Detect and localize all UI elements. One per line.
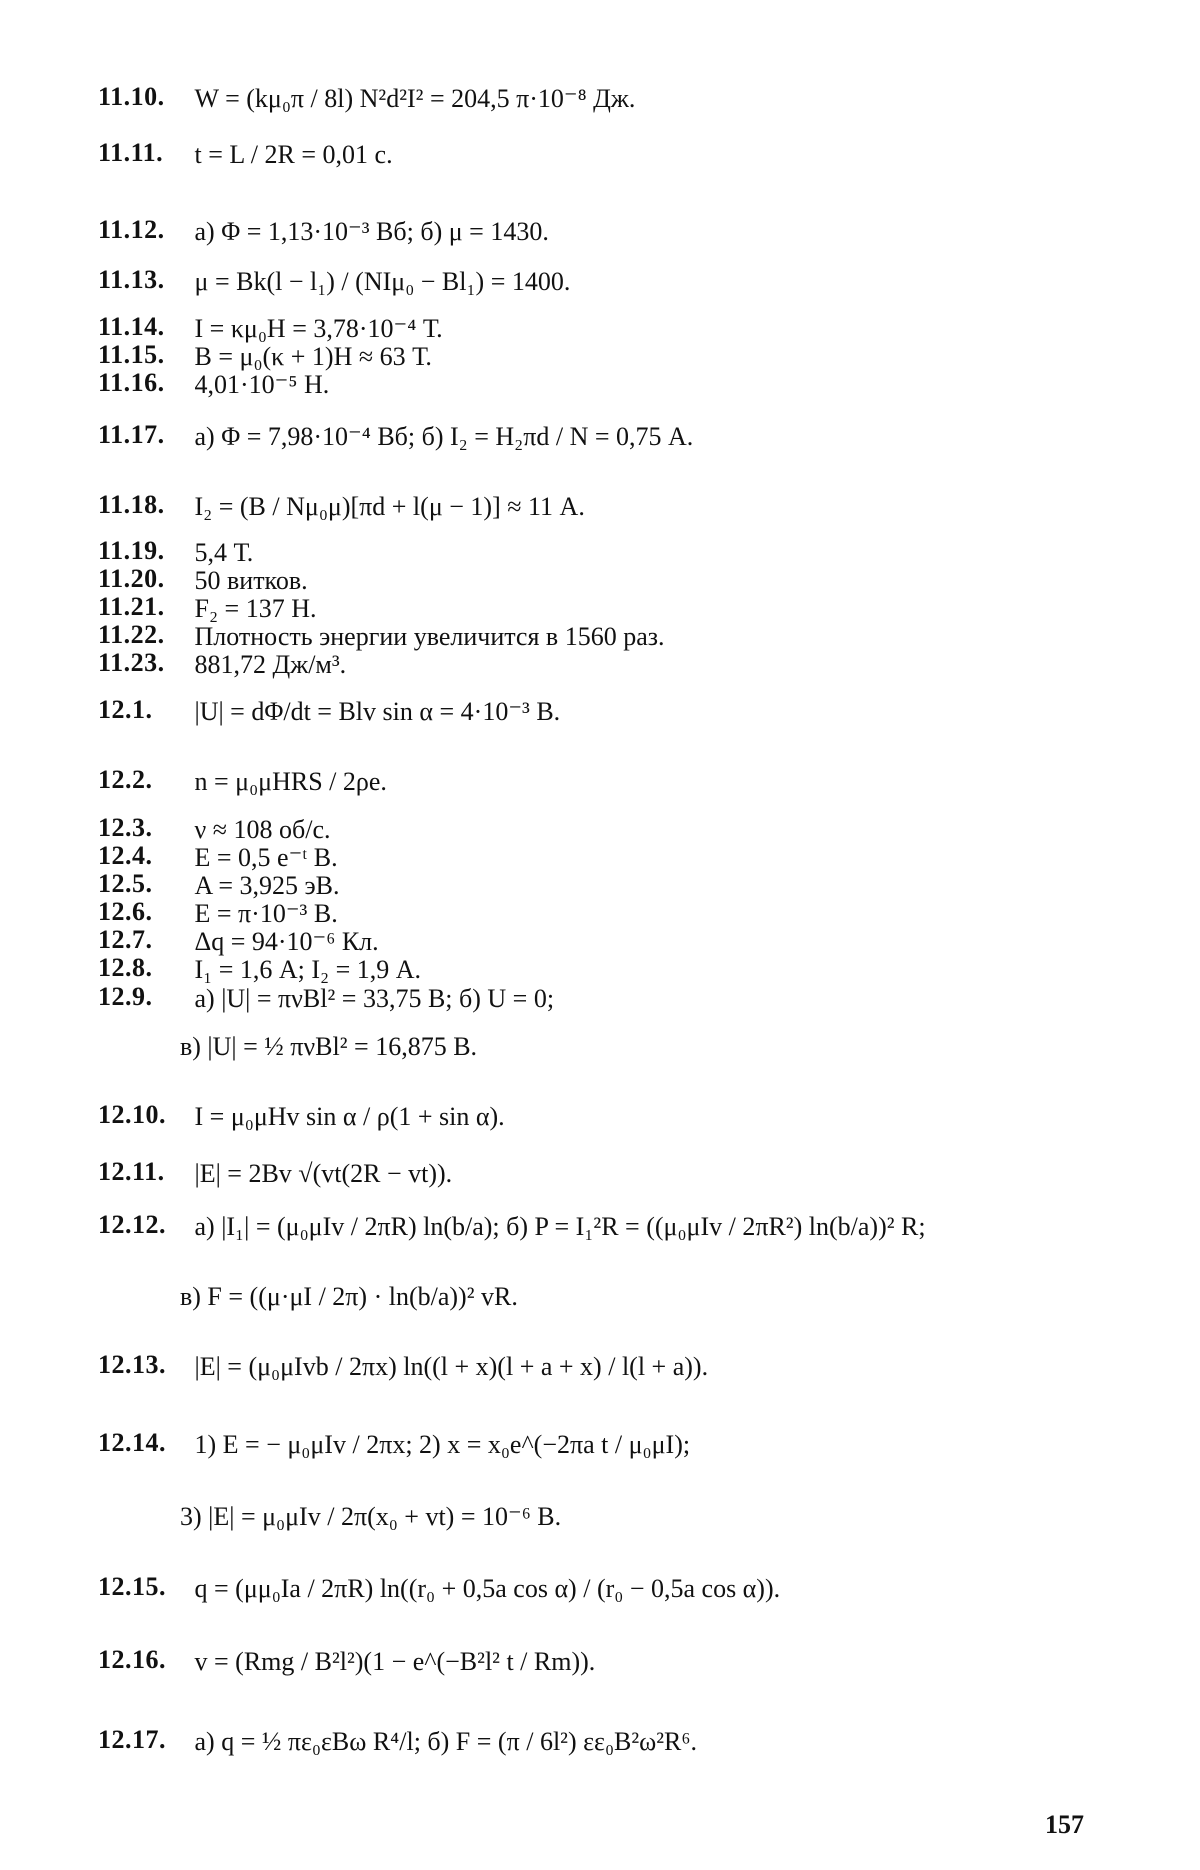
- answer-formula: v = (Rmg / B²l²)(1 − e^(−B²l² t / Rm)).: [194, 1647, 596, 1677]
- answer-formula: B = μ₀(κ + 1)H ≈ 63 Т.: [194, 342, 432, 372]
- answer-continuation: [180, 1280, 518, 1312]
- answer-line: [98, 1572, 780, 1604]
- answer-line: [98, 265, 570, 297]
- answer-formula: I₂ = (B / Nμ₀μ)[πd + l(μ − 1)] ≈ 11 А.: [194, 492, 585, 522]
- answer-number: 12.13.: [98, 1350, 166, 1379]
- answer-number: 12.6.: [98, 897, 153, 926]
- answer-number: 11.12.: [98, 215, 165, 244]
- answer-formula: а) Φ = 1,13·10⁻³ Вб; б) μ = 1430.: [194, 217, 549, 247]
- answer-line: [98, 1210, 926, 1242]
- answer-number: 11.16.: [98, 368, 165, 397]
- answer-formula: 881,72 Дж/м³.: [194, 650, 347, 680]
- answer-number: 12.7.: [98, 925, 153, 954]
- answer-line: [98, 982, 554, 1014]
- answer-formula: E = 0,5 e⁻ᵗ В.: [194, 843, 338, 873]
- answer-number: 11.17.: [98, 420, 165, 449]
- answer-number: 11.19.: [98, 536, 165, 565]
- answer-number: 12.1.: [98, 695, 153, 724]
- answer-formula: I = κμ₀H = 3,78·10⁻⁴ Т.: [194, 314, 443, 344]
- answer-number: 12.5.: [98, 869, 153, 898]
- answer-formula: t = L / 2R = 0,01 с.: [194, 140, 393, 170]
- answer-number: 12.8.: [98, 953, 153, 982]
- answer-number: 12.9.: [98, 982, 153, 1011]
- answer-number: 12.2.: [98, 765, 153, 794]
- answer-formula: 4,01·10⁻⁵ Н.: [194, 370, 330, 400]
- answer-formula: μ = Bk(l − l₁) / (NIμ₀ − Bl₁) = 1400.: [194, 267, 571, 297]
- answer-number: 12.11.: [98, 1157, 165, 1186]
- answer-line: [98, 420, 693, 452]
- answer-continuation: [180, 1030, 477, 1062]
- answer-formula: 5,4 Т.: [194, 538, 254, 568]
- answer-formula: 1) E = − μ₀μIv / 2πx; 2) x = x₀e^(−2πa t / μ₀μI);: [194, 1430, 691, 1460]
- answer-number: 12.3.: [98, 813, 153, 842]
- answer-line: [98, 1428, 690, 1460]
- answer-formula: |U| = dΦ/dt = Blv sin α = 4·10⁻³ В.: [194, 697, 561, 727]
- answer-formula: |E| = (μ₀μIvb / 2πx) ln((l + x)(l + a + x) / l(l + a)).: [194, 1352, 709, 1382]
- answer-formula: I₁ = 1,6 А; I₂ = 1,9 А.: [194, 955, 422, 985]
- answer-formula: а) |U| = πνBl² = 33,75 В; б) U = 0;: [194, 984, 555, 1014]
- answer-number: 11.22.: [98, 620, 165, 649]
- answer-number: 11.20.: [98, 564, 165, 593]
- answer-line: [98, 765, 387, 797]
- answer-formula: q = (μμ₀Ia / 2πR) ln((r₀ + 0,5a cos α) / (r₀ − 0,5a cos α)).: [194, 1574, 781, 1604]
- answer-formula: в) |U| = ½ πνBl² = 16,875 В.: [180, 1032, 478, 1062]
- answer-number: 11.21.: [98, 592, 165, 621]
- answer-line: [98, 1645, 595, 1677]
- answer-formula: E = π·10⁻³ В.: [194, 899, 338, 929]
- answer-line: [98, 1100, 505, 1132]
- answer-formula: A = 3,925 эВ.: [194, 871, 340, 901]
- answer-number: 11.23.: [98, 648, 165, 677]
- answer-line: [98, 368, 329, 400]
- answer-line: [98, 490, 585, 522]
- answer-number: 12.17.: [98, 1725, 166, 1754]
- answer-line: [98, 695, 560, 727]
- answer-continuation: [180, 1500, 561, 1532]
- answer-formula: ν ≈ 108 об/с.: [194, 815, 331, 845]
- answer-formula: I = μ₀μHv sin α / ρ(1 + sin α).: [194, 1102, 505, 1132]
- answer-formula: Δq = 94·10⁻⁶ Кл.: [194, 927, 379, 957]
- answer-formula: а) |I₁| = (μ₀μIv / 2πR) ln(b/a); б) P = I₁²R = ((μ₀μIv / 2πR²) ln(b/a))² R;: [194, 1212, 926, 1242]
- page-number: 157: [1045, 1810, 1084, 1839]
- answer-line: [98, 138, 393, 170]
- answer-number: 11.14.: [98, 312, 165, 341]
- answer-formula: n = μ₀μHRS / 2ρe.: [194, 767, 387, 797]
- answer-number: 11.18.: [98, 490, 165, 519]
- answer-formula: 3) |E| = μ₀μIv / 2π(x₀ + vt) = 10⁻⁶ В.: [180, 1502, 562, 1532]
- answer-number: 11.13.: [98, 265, 165, 294]
- answer-number: 12.12.: [98, 1210, 166, 1239]
- answer-formula: F₂ = 137 Н.: [194, 594, 317, 624]
- answer-line: [98, 215, 549, 247]
- answer-formula: W = (kμ₀π / 8l) N²d²I² = 204,5 π·10⁻⁸ Дж.: [194, 84, 636, 114]
- answer-number: 12.15.: [98, 1572, 166, 1601]
- answer-line: [98, 953, 421, 985]
- answer-number: 12.4.: [98, 841, 153, 870]
- answer-line: [98, 1725, 697, 1757]
- answer-formula: 50 витков.: [194, 566, 308, 596]
- answer-number: 12.14.: [98, 1428, 166, 1457]
- answer-formula: а) Φ = 7,98·10⁻⁴ Вб; б) I₂ = H₂πd / N = 0,75 А.: [194, 422, 694, 452]
- answer-formula: в) F = ((μ·μI / 2π) · ln(b/a))² vR.: [180, 1282, 518, 1312]
- answer-line: [98, 648, 346, 680]
- answer-number: 11.10.: [98, 82, 165, 111]
- answer-formula: |E| = 2Bv √(vt(2R − vt)).: [194, 1159, 453, 1189]
- answer-line: [98, 1350, 708, 1382]
- answer-number: 11.11.: [98, 138, 164, 167]
- answer-formula: а) q = ½ πε₀εBω R⁴/l; б) F = (π / 6l²) εε₀B²ω²R⁶.: [194, 1727, 697, 1757]
- answer-line: [98, 82, 635, 114]
- answer-number: 12.16.: [98, 1645, 166, 1674]
- answer-formula: Плотность энергии увеличится в 1560 раз.: [194, 622, 665, 652]
- answer-number: 11.15.: [98, 340, 165, 369]
- answer-line: [98, 1157, 452, 1189]
- answer-number: 12.10.: [98, 1100, 166, 1129]
